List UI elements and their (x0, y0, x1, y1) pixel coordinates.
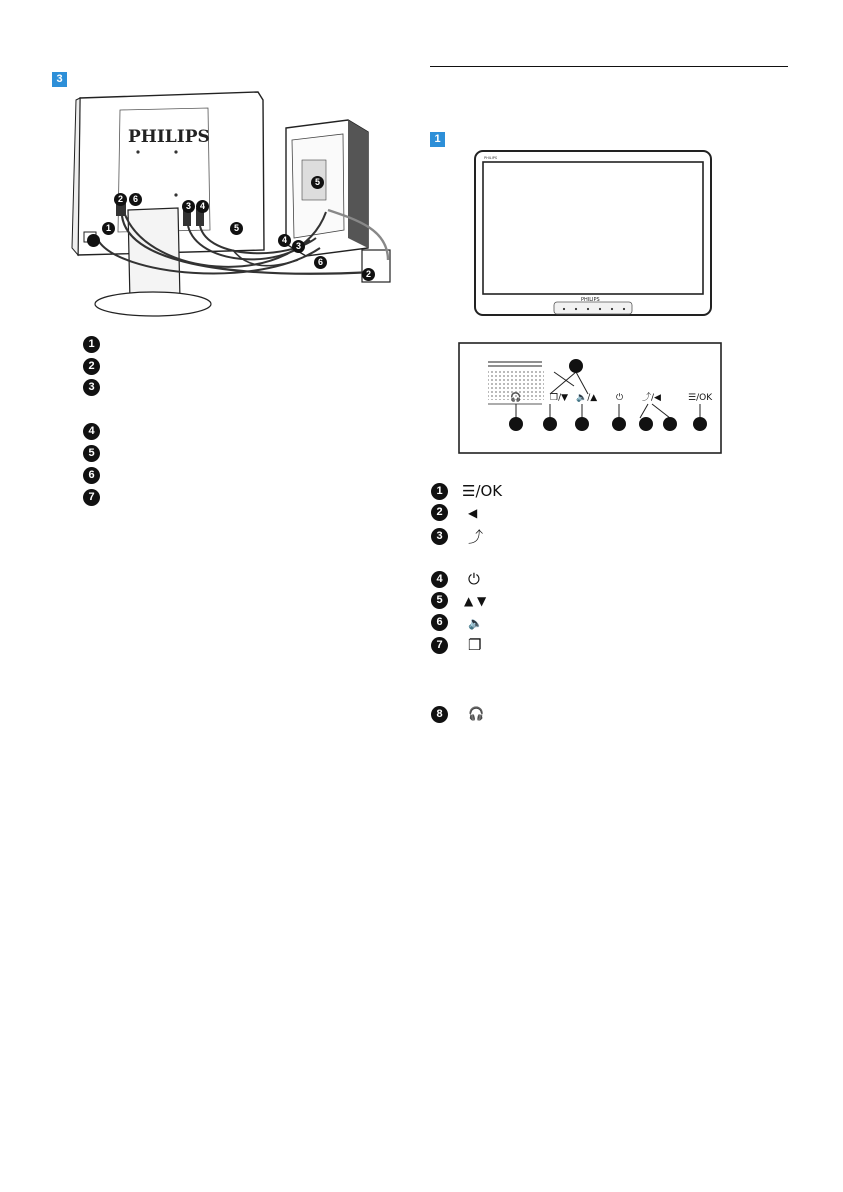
menu-down-label: ❐/▼ (550, 393, 569, 403)
callout-3-pc: 3 (292, 240, 305, 253)
brand-logo: PHILIPS (128, 127, 210, 147)
legend-item: 4 (83, 423, 100, 440)
control-item-4: 4 ⏻ (431, 570, 480, 588)
section-badge-front: 1 (430, 132, 445, 147)
menu-ok-icon: ☰/OK (462, 482, 503, 500)
svg-text:PHILIPS: PHILIPS (484, 156, 498, 160)
control-item-3: 3 ⤴ (431, 526, 483, 547)
headphone-icon: 🎧 (468, 707, 485, 722)
headphone-label: 🎧 (510, 393, 522, 403)
callout-5-pc: 5 (311, 176, 324, 189)
callout-5: 5 (230, 222, 243, 235)
control-item-8: 8 🎧 (431, 706, 484, 723)
menu-ok-label: ☰/OK (688, 393, 713, 403)
callout-2-outlet: 2 (362, 268, 375, 281)
input-icon: ❐ (468, 636, 482, 654)
callout-4-pc: 4 (278, 234, 291, 247)
control-item-2: 2 ◀ (431, 504, 477, 521)
callout-1: 1 (102, 222, 115, 235)
callout-kensington (87, 234, 100, 247)
control-panel-diagram (458, 342, 722, 454)
callout-3: 3 (182, 200, 195, 213)
smartimage-icon: ⤴ (468, 528, 484, 546)
volume-up-label: 🔈/▲ (576, 393, 598, 403)
control-item-6: 6 🔈 (431, 614, 483, 631)
callout-2: 2 (114, 193, 127, 206)
control-item-1: 1 ☰/OK (431, 482, 502, 500)
left-arrow-icon: ◀ (468, 505, 478, 520)
up-down-icon: ▲ ▼ (464, 593, 487, 608)
section-badge-connect: 3 (52, 72, 67, 87)
legend-item: 2 (83, 358, 100, 375)
callout-6-pc: 6 (314, 256, 327, 269)
callout-6: 6 (129, 193, 142, 206)
legend-item: 1 (83, 336, 100, 353)
monitor-front-diagram (474, 150, 714, 320)
power-label: ⏻ (616, 393, 624, 403)
speaker-icon: 🔈 (468, 615, 483, 630)
controls-legend (431, 482, 631, 732)
legend-item: 7 (83, 489, 100, 506)
legend-item: 5 (83, 445, 100, 462)
connection-legend (83, 336, 123, 506)
legend-item: 3 (83, 379, 100, 396)
bezel-logo: PHILIPS (581, 297, 600, 303)
control-item-7: 7 ❐ (431, 636, 481, 654)
legend-item: 6 (83, 467, 100, 484)
smart-input-label: ⤴/◀ (642, 393, 661, 403)
callout-4: 4 (196, 200, 209, 213)
section-rule (430, 66, 788, 67)
control-item-5: 5 ▲ ▼ (431, 592, 486, 609)
connection-diagram (58, 90, 418, 330)
power-icon: ⏻ (468, 570, 480, 588)
